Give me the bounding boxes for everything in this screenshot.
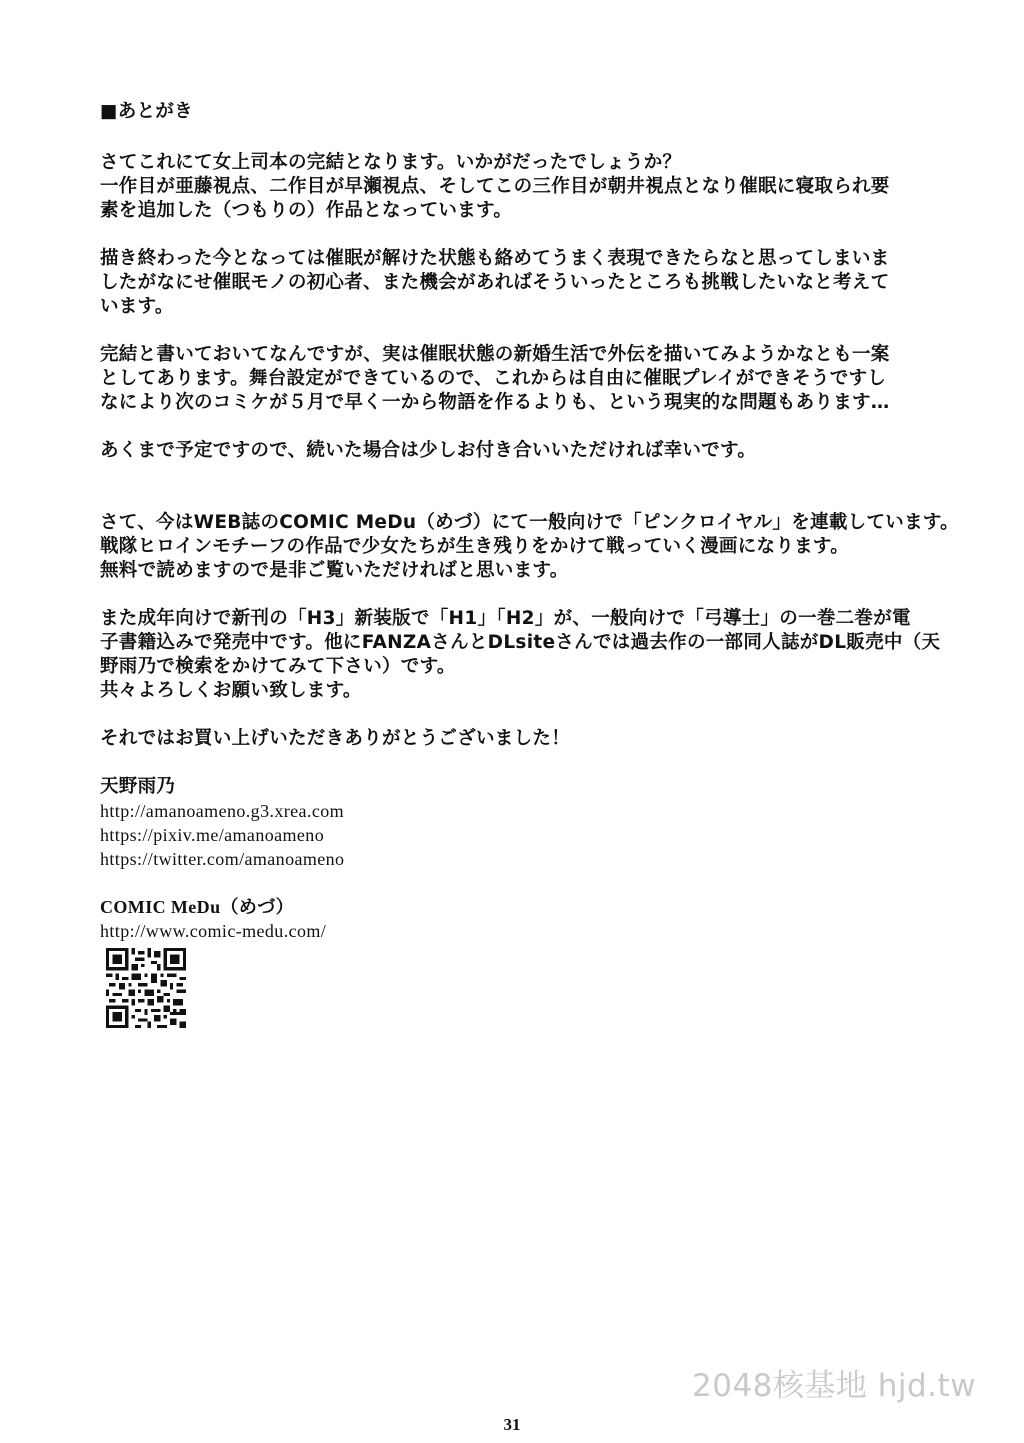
author-pixiv-link[interactable]: https://pixiv.me/amanoameno	[100, 825, 325, 845]
paragraph-releases	[100, 607, 940, 703]
paragraph-closing	[100, 727, 940, 751]
watermark: 2048核基地 hjd.tw	[692, 1368, 977, 1404]
magazine-info	[100, 895, 940, 943]
text-line: 無料で読めますので是非ご覧いただければと思います。	[100, 560, 569, 581]
magazine-name: COMIC MeDu（めづ）	[100, 897, 295, 917]
text-line: 戦隊ヒロインモチーフの作品で少女たちが生き残りをかけて戦っていく漫画になります。	[100, 536, 850, 557]
afterword-heading: ■あとがき	[100, 101, 193, 122]
text-line: それではお買い上げいただきありがとうございました！	[100, 728, 571, 749]
paragraph-reflection	[100, 247, 940, 319]
paragraph-completion	[100, 151, 940, 223]
text-line: 素を追加した（つもりの）作品となっています。	[100, 200, 513, 221]
author-twitter-link[interactable]: https://twitter.com/amanoameno	[100, 849, 345, 869]
text-line: としてあります。舞台設定ができているので、これからは自由に催眠プレイができそうですし	[100, 368, 887, 389]
text-line: あくまで予定ですので、続いた場合は少しお付き合いいただければ幸いです。	[100, 440, 757, 461]
text-line: したがなにせ催眠モノの初心者、また機会があればそういったところも挑戦したいなと考えて	[100, 272, 890, 293]
text-line: なにより次のコミケが５月で早く一から物語を作るよりも、という現実的な問題もあります…	[100, 392, 890, 413]
qr-code-icon[interactable]	[106, 948, 186, 1028]
text-line: また成年向けで新刊の「H3」新装版で「H1」「H2」が、一般向けで「弓導士」の一巻二巻が電	[100, 608, 911, 629]
text-line: 描き終わった今となっては催眠が解けた状態も絡めてうまく表現できたらなと思ってしまいま	[100, 248, 890, 269]
text-line: 野雨乃で検索をかけてみて下さい）です。	[100, 656, 456, 677]
author-website-link[interactable]: http://amanoameno.g3.xrea.com	[100, 801, 345, 821]
afterword-body	[100, 100, 959, 967]
author-signature	[100, 775, 940, 871]
text-line: さて、今はWEB誌のCOMIC MeDu（めづ）にて一般向けで「ピンクロイヤル」を連載しています。	[100, 512, 959, 533]
paragraph-sequel-plan	[100, 343, 940, 415]
author-name: 天野雨乃	[100, 776, 176, 797]
text-line: います。	[100, 296, 174, 317]
page-number: 31	[503, 1415, 521, 1434]
paragraph-serialization	[100, 511, 959, 583]
paragraph-thanks-continuation	[100, 439, 940, 463]
text-line: 一作目が亜藤視点、二作目が早瀬視点、そしてこの三作目が朝井視点となり催眠に寝取られ要	[100, 176, 890, 197]
text-line: 完結と書いておいてなんですが、実は催眠状態の新婚生活で外伝を描いてみようかなとも一案	[100, 344, 890, 365]
text-line: 子書籍込みで発売中です。他にFANZAさんとDLsiteさんでは過去作の一部同人誌がDL販売中（天	[100, 632, 941, 653]
text-line: さてこれにて女上司本の完結となります。いかがだったでしょうか？	[100, 152, 682, 173]
text-line: 共々よろしくお願い致します。	[100, 680, 362, 701]
magazine-url-link[interactable]: http://www.comic-medu.com/	[100, 921, 327, 941]
